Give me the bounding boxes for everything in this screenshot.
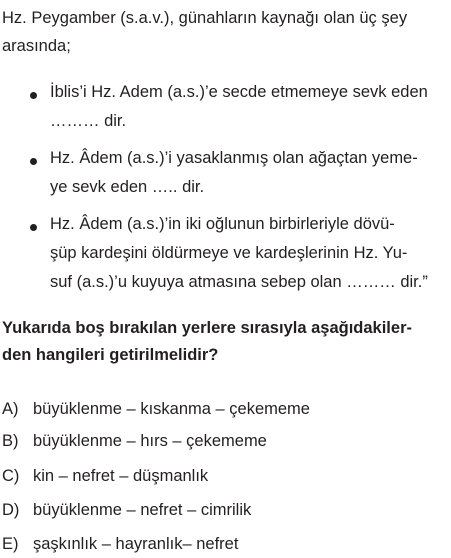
intro-line-1: Hz. Peygamber (s.a.v.), günahların kaynağı olan üç şey	[2, 9, 408, 27]
bullet-3-line-3: suf (a.s.)’u kuyuya atmasına sebep olan ……… dir.”	[50, 273, 428, 291]
option-a[interactable]	[2, 399, 310, 419]
option-c-letter: C)	[2, 467, 20, 485]
option-a-letter: A)	[2, 400, 19, 418]
bullet-1-line-2: ……… dir.	[50, 112, 127, 130]
option-b-text: büyüklenme – hırs – çekememe	[33, 432, 267, 450]
option-e[interactable]	[2, 534, 239, 554]
option-e-letter: E)	[2, 535, 19, 553]
bullet-1-line-1: İblis’i Hz. Adem (a.s.)’e secde etmemeye sevk eden	[50, 83, 428, 101]
bullet-dot-3	[30, 224, 37, 231]
bullet-2-line-1: Hz. Âdem (a.s.)’i yasaklanmış olan ağaçtan yeme-	[50, 149, 418, 167]
option-d-text: büyüklenme – nefret – cimrilik	[33, 501, 252, 519]
option-c[interactable]	[2, 466, 209, 486]
option-d-letter: D)	[2, 501, 20, 519]
option-d[interactable]	[2, 500, 252, 520]
question-line-1: Yukarıda boş bırakılan yerlere sırasıyla aşağıdakiler-	[2, 319, 412, 337]
option-c-text: kin – nefret – düşmanlık	[33, 467, 209, 485]
bullet-3-line-1: Hz. Âdem (a.s.)’in iki oğlunun birbirleriyle dövü-	[50, 215, 395, 233]
option-b[interactable]	[2, 431, 267, 451]
question-line-2: den hangileri getirilmelidir?	[2, 346, 219, 364]
bullet-dot-2	[30, 158, 37, 165]
bullet-2-line-2: ye sevk eden ….. dir.	[50, 178, 205, 196]
bullet-3-line-2: şüp kardeşini öldürmeye ve kardeşlerinin Hz. Yu-	[50, 244, 408, 262]
option-e-text: şaşkınlık – hayranlık– nefret	[33, 535, 239, 553]
intro-line-2: arasında;	[2, 37, 71, 55]
option-b-letter: B)	[2, 432, 19, 450]
option-a-text: büyüklenme – kıskanma – çekememe	[33, 400, 310, 418]
bullet-dot-1	[30, 92, 37, 99]
